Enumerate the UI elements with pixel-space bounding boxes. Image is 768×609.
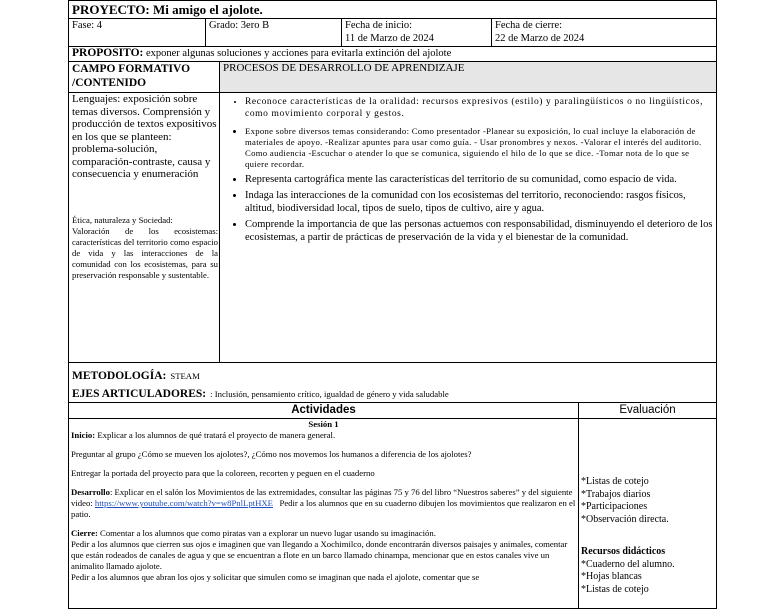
inicio-paragraph bbox=[71, 430, 576, 441]
planning-document bbox=[68, 0, 716, 609]
field-content-cell bbox=[69, 93, 220, 363]
evaluation-cell bbox=[579, 419, 717, 609]
processes-header: PROCESOS DE DESARROLLO DE APRENDIZAJE bbox=[220, 62, 717, 93]
cierre-paragraph bbox=[71, 528, 576, 539]
purpose-row bbox=[69, 47, 717, 62]
eval-item: *Observación directa. bbox=[581, 513, 669, 525]
resource-item: *Hojas blancas bbox=[581, 571, 642, 582]
etica-title: Ética, naturaleza y Sociedad: bbox=[72, 214, 173, 225]
cierre-label: Cierre: bbox=[71, 528, 98, 538]
process-item: • Indaga las interacciones de la comunidad con los ecosistemas del territorio, reconociendo: rasgos físicos, altitud, biodiversidad local, tipos de suelo, tipos de cultivo, aire y agua. bbox=[245, 189, 713, 215]
questions-text: Preguntar al grupo ¿Cómo se mueven los ajolotes?, ¿Cómo nos movemos los humanos a diferencia de los ajolotes? bbox=[71, 449, 472, 459]
session-label: Sesión 1 bbox=[308, 419, 339, 429]
axes-value: : Inclusión, pensamiento crítico, igualdad de género y vida saludable bbox=[210, 389, 449, 399]
project-title: Mi amigo el ajolote. bbox=[153, 2, 263, 17]
processes-list bbox=[223, 96, 713, 244]
eval-item: *Trabajos diarios bbox=[581, 488, 651, 500]
content-table bbox=[68, 61, 717, 403]
end-date: 22 de Marzo de 2024 bbox=[495, 33, 585, 44]
cierre-text-3: Pedir a los alumnos que abran los ojos y solicitar que simulen como se imaginan que nada el ajolote, comentar que se bbox=[71, 572, 480, 582]
portada-text: Entregar la portada del proyecto para que la coloreen, recorten y peguen en el cuaderno bbox=[71, 468, 375, 478]
etica-text: Valoración de los ecosistemas: características del territorio como espacio de vida y las interacciones de la comunidad con los ecosistemas, para su preservación responsable y sustentable. bbox=[72, 225, 218, 280]
purpose-text: exponer algunas soluciones y acciones para evitarla extinción del ajolote bbox=[145, 48, 452, 59]
inicio-text: Explicar a los alumnos de qué tratará el proyecto de manera general. bbox=[97, 430, 336, 440]
grade-cell: Grado: 3ero B bbox=[206, 19, 342, 47]
resource-item: *Cuaderno del alumno. bbox=[581, 558, 675, 570]
start-date-cell bbox=[342, 19, 492, 47]
evaluation-header: Evaluación bbox=[579, 403, 717, 419]
start-label: Fecha de inicio: bbox=[345, 20, 413, 31]
project-label: PROYECTO: bbox=[72, 2, 150, 17]
activities-header: Actividades bbox=[69, 403, 579, 419]
processes-cell bbox=[220, 93, 717, 363]
methodology-value: STEAM bbox=[170, 371, 200, 381]
field-header: CAMPO FORMATIVO /CONTENIDO bbox=[69, 62, 220, 93]
methodology-row bbox=[69, 363, 717, 403]
axes-label: EJES ARTICULADORES: bbox=[72, 388, 207, 400]
process-item: • Representa cartográfica mente las características del territorio de su comunidad, como espacio de vida. bbox=[245, 173, 713, 186]
start-date: 11 de Marzo de 2024 bbox=[345, 33, 434, 44]
cierre-text-2: Pedir a los alumnos que cierren sus ojos e imaginen que van llegando a Xochimilco, donde encontrarán diversos paisajes y animales, comentar que están rodeados de canales de agua y que se encuentran a flote en un barco llamado chinampa, mencionar que en estos canales vive un animalito llamado ajolote. bbox=[71, 539, 568, 571]
resource-item: *Listas de cotejo bbox=[581, 583, 649, 595]
project-title-row bbox=[69, 1, 717, 19]
methodology-label: METODOLOGÍA: bbox=[72, 370, 167, 382]
purpose-label: PROPOSITO: bbox=[72, 47, 144, 59]
header-table bbox=[68, 0, 717, 62]
video-link[interactable]: https://www.youtube.com/watch?v=w8PnlLptHXE bbox=[94, 498, 273, 508]
eval-item: *Participaciones bbox=[581, 501, 648, 512]
end-date-cell bbox=[492, 19, 717, 47]
resources-title: Recursos didácticos bbox=[581, 546, 666, 557]
desarrollo-paragraph bbox=[71, 487, 576, 520]
activities-table bbox=[68, 402, 717, 609]
desarrollo-after: Pedir a los alumnos que en su cuaderno dibujen los movimientos que realizaron en el patio. bbox=[71, 498, 576, 519]
lenguajes-text: Lenguajes: exposición sobre temas diversos. Comprensión y producción de textos expositivos en los que se planteen: problema-solución, comparación-contraste, causa y consecuencia y enumeración bbox=[72, 93, 217, 180]
end-label: Fecha de cierre: bbox=[495, 20, 563, 31]
process-item: • Expone sobre diversos temas considerando: Como presentador -Planear su exposición, lo cual incluye la elaboración de materiales de apoyo. -Realizar apuntes para usar como guía. - Usar pronombres y nexos. -Valorar el interés del auditorio. Como audiencia -Escuchar o atender lo que se comunica, siguiendo el hilo de lo que se dice. -Tomar nota de lo que se quiere recordar. bbox=[245, 126, 713, 170]
process-item: • Comprende la importancia de que las personas actuemos con responsabilidad, disminuyendo el deterioro de los ecosistemas, a partir de prácticas de preservación de la vida y el bienestar de la comunidad. bbox=[245, 218, 713, 244]
process-item: • Reconoce características de la oralidad: recursos expresivos (estilo) y paralingüísticos o no lingüísticos, como movimiento corporal y gestos. bbox=[245, 96, 713, 120]
activities-cell bbox=[69, 419, 579, 609]
inicio-label: Inicio: bbox=[71, 430, 96, 440]
cierre-text: Comentar a los alumnos que como piratas van a explorar un nuevo lugar usando su imaginación. bbox=[100, 528, 436, 538]
phase-cell: Fase: 4 bbox=[69, 19, 206, 47]
desarrollo-text: : Explicar en el salón los Movimientos de las extremidades, consultar las páginas 75 y 76 del libro “Nuestros saberes” y del siguiente video: bbox=[71, 487, 573, 508]
eval-item: *Listas de cotejo bbox=[581, 476, 649, 487]
desarrollo-label: Desarrollo bbox=[71, 487, 110, 497]
